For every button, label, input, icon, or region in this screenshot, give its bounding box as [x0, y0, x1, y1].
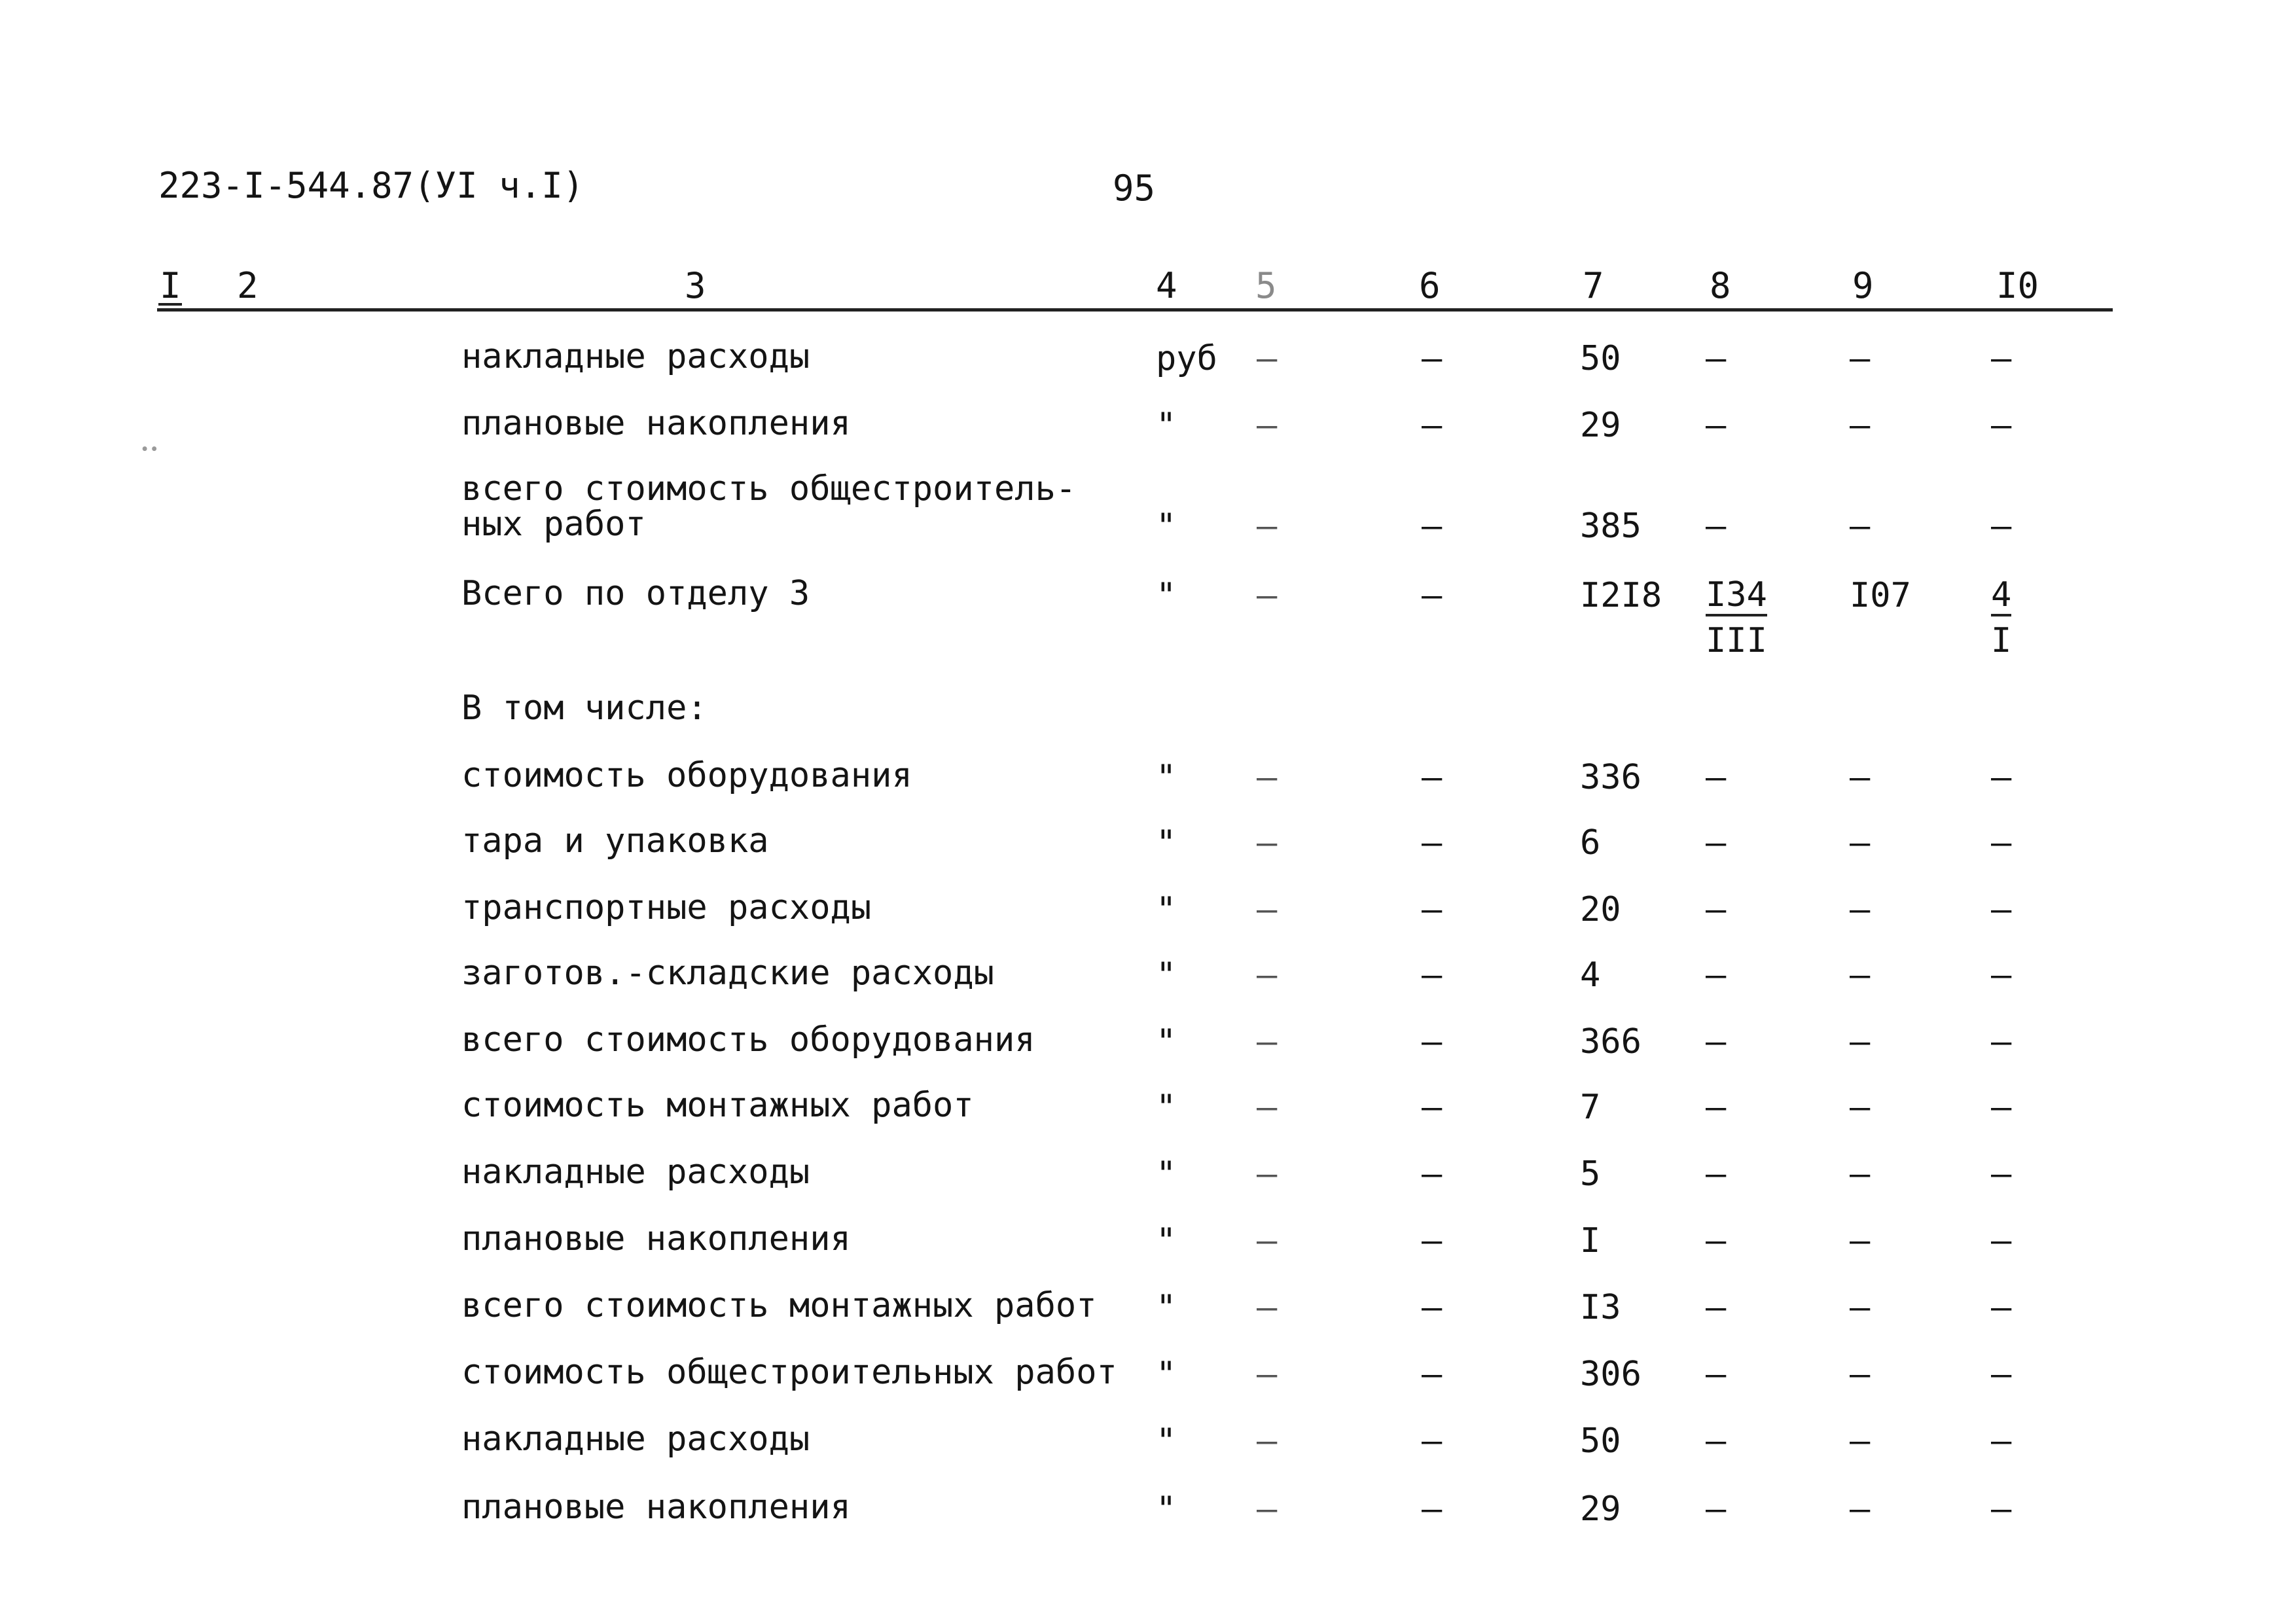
- col9-value: –: [1850, 758, 1871, 797]
- col10-value: –: [1991, 890, 2012, 929]
- col6-dash: –: [1422, 823, 1443, 863]
- col7-value: 20: [1580, 890, 1621, 929]
- col8-value: –: [1706, 1022, 1727, 1061]
- col9-value: –: [1850, 1355, 1871, 1394]
- col7-value: 7: [1580, 1088, 1601, 1127]
- column-header-5: 5: [1255, 265, 1277, 306]
- row-label: плановые накопления: [461, 1488, 851, 1527]
- col8-value: –: [1706, 1288, 1727, 1327]
- col5-dash: –: [1257, 1022, 1278, 1061]
- col8-value: –: [1706, 890, 1727, 929]
- page-number: 95: [1113, 168, 1156, 209]
- col6-dash: –: [1422, 1489, 1443, 1529]
- fraction-numerator: I34: [1706, 576, 1767, 616]
- col9-value: –: [1850, 1489, 1871, 1529]
- col8-value: –: [1706, 339, 1727, 378]
- row-unit: ": [1156, 1154, 1177, 1194]
- col7-value: 50: [1580, 1421, 1621, 1461]
- column-header-6: 6: [1419, 265, 1441, 306]
- col8-value: –: [1706, 1489, 1727, 1529]
- col10-value: –: [1991, 406, 2012, 445]
- col7-value: 5: [1580, 1154, 1601, 1194]
- col6-dash: –: [1422, 758, 1443, 797]
- col6-dash: –: [1422, 1355, 1443, 1394]
- col8-value: –: [1706, 1221, 1727, 1260]
- col5-dash: –: [1257, 1355, 1278, 1394]
- col10-value: –: [1991, 1489, 2012, 1529]
- column-header-2: 2: [237, 265, 259, 306]
- col5-dash: –: [1257, 1288, 1278, 1327]
- col8-value: [1706, 576, 1767, 665]
- column-header-4: 4: [1156, 265, 1177, 306]
- table-row: [0, 1288, 2296, 1353]
- col5-dash: –: [1257, 1221, 1278, 1260]
- col10-value: –: [1991, 758, 2012, 797]
- col8-value: –: [1706, 955, 1727, 995]
- col9-value: –: [1850, 1154, 1871, 1194]
- table-row: [0, 690, 2296, 756]
- col7-value: I: [1580, 1221, 1601, 1260]
- fraction-denominator: III: [1706, 621, 1767, 660]
- row-label: всего стоимость монтажных работ: [461, 1286, 1097, 1325]
- col9-value: –: [1850, 890, 1871, 929]
- column-header-9: 9: [1852, 265, 1874, 306]
- col5-dash: –: [1257, 823, 1278, 863]
- col10-value: –: [1991, 1421, 2012, 1461]
- col8-value: –: [1706, 1154, 1727, 1194]
- row-label: накладные расходы: [461, 1419, 810, 1459]
- col8-value: –: [1706, 1088, 1727, 1127]
- table-row: [0, 1489, 2296, 1555]
- row-unit: ": [1156, 576, 1177, 615]
- col10-value: –: [1991, 1355, 2012, 1394]
- col5-dash: –: [1257, 758, 1278, 797]
- table-row: [0, 1022, 2296, 1088]
- row-label: накладные расходы: [461, 337, 810, 376]
- table-row: [0, 823, 2296, 889]
- row-label: Всего по отделу 3: [461, 574, 810, 613]
- row-unit: ": [1156, 507, 1177, 546]
- table-row: [0, 339, 2296, 404]
- row-label: плановые накопления: [461, 1219, 851, 1258]
- col5-dash: –: [1257, 1421, 1278, 1461]
- col5-dash: –: [1257, 955, 1278, 995]
- col7-value: 336: [1580, 758, 1641, 797]
- table-row: [0, 574, 2296, 660]
- col8-value: –: [1706, 758, 1727, 797]
- col10-value: –: [1991, 1154, 2012, 1194]
- row-label: тара и упаковка: [461, 821, 769, 861]
- col7-value: I2I8: [1580, 576, 1662, 615]
- table-row: [0, 469, 2296, 546]
- col6-dash: –: [1422, 1154, 1443, 1194]
- row-label: транспортные расходы: [461, 888, 872, 927]
- row-label: В том числе:: [461, 688, 708, 728]
- col7-value: 306: [1580, 1355, 1641, 1394]
- row-unit: ": [1156, 1288, 1177, 1327]
- col7-value: 29: [1580, 1489, 1621, 1529]
- col8-value: –: [1706, 507, 1727, 546]
- col6-dash: –: [1422, 507, 1443, 546]
- row-label: всего стоимость общестроитель- ных работ: [461, 469, 1077, 544]
- col9-value: –: [1850, 1088, 1871, 1127]
- col7-value: 50: [1580, 339, 1621, 378]
- col7-value: 385: [1580, 507, 1641, 546]
- row-unit: руб: [1156, 339, 1217, 378]
- col10-value: –: [1991, 823, 2012, 863]
- col5-dash: –: [1257, 1489, 1278, 1529]
- col6-dash: –: [1422, 890, 1443, 929]
- col10-value: [1991, 576, 2011, 665]
- row-unit: ": [1156, 1421, 1177, 1461]
- col5-dash: –: [1257, 890, 1278, 929]
- column-header-3: 3: [685, 265, 706, 306]
- row-unit: ": [1156, 1489, 1177, 1529]
- col9-value: –: [1850, 1288, 1871, 1327]
- col6-dash: –: [1422, 576, 1443, 615]
- row-unit: ": [1156, 758, 1177, 797]
- col5-dash: –: [1257, 406, 1278, 445]
- col10-value: –: [1991, 1221, 2012, 1260]
- col6-dash: –: [1422, 1022, 1443, 1061]
- col10-value: –: [1991, 339, 2012, 378]
- col10-value: –: [1991, 955, 2012, 995]
- row-unit: ": [1156, 406, 1177, 445]
- col10-value: –: [1991, 1022, 2012, 1061]
- column-header-1: I: [160, 265, 181, 306]
- column-header-10: I0: [1996, 265, 2039, 306]
- col6-dash: –: [1422, 955, 1443, 995]
- table-row: [0, 1355, 2296, 1420]
- row-unit: ": [1156, 823, 1177, 863]
- table-row: [0, 890, 2296, 955]
- table-row: [0, 406, 2296, 471]
- row-label: стоимость общестроительных работ: [461, 1353, 1117, 1392]
- col6-dash: –: [1422, 406, 1443, 445]
- col9-value: –: [1850, 955, 1871, 995]
- row-unit: ": [1156, 1088, 1177, 1127]
- col5-dash: –: [1257, 1088, 1278, 1127]
- row-label: плановые накопления: [461, 404, 851, 443]
- table-row: [0, 1221, 2296, 1287]
- col8-value: –: [1706, 1421, 1727, 1461]
- col7-value: 6: [1580, 823, 1601, 863]
- column-header-7: 7: [1583, 265, 1604, 306]
- fraction-numerator: 4: [1991, 576, 2011, 616]
- col6-dash: –: [1422, 1221, 1443, 1260]
- col9-value: –: [1850, 1221, 1871, 1260]
- col9-value: –: [1850, 339, 1871, 378]
- col8-value: –: [1706, 1355, 1727, 1394]
- row-label: накладные расходы: [461, 1152, 810, 1192]
- col5-dash: –: [1257, 576, 1278, 615]
- row-unit: ": [1156, 1221, 1177, 1260]
- col7-value: 4: [1580, 955, 1601, 995]
- col7-value: 29: [1580, 406, 1621, 445]
- row-unit: ": [1156, 1355, 1177, 1394]
- table-row: [0, 1421, 2296, 1487]
- fraction-value: [1991, 576, 2011, 665]
- col8-value: –: [1706, 823, 1727, 863]
- col9-value: –: [1850, 507, 1871, 546]
- col5-dash: –: [1257, 1154, 1278, 1194]
- table-row: [0, 1088, 2296, 1153]
- table-row: [0, 758, 2296, 823]
- col10-value: –: [1991, 507, 2012, 546]
- row-label: заготов.-складские расходы: [461, 954, 994, 993]
- col9-value: I07: [1850, 576, 1911, 615]
- col10-value: –: [1991, 1088, 2012, 1127]
- fraction-denominator: I: [1991, 621, 2012, 660]
- col9-value: –: [1850, 1022, 1871, 1061]
- row-unit: ": [1156, 890, 1177, 929]
- col9-value: –: [1850, 1421, 1871, 1461]
- col6-dash: –: [1422, 1288, 1443, 1327]
- fraction-value: [1706, 576, 1767, 665]
- row-label: всего стоимость оборудования: [461, 1020, 1035, 1060]
- document-code: 223-I-544.87(УI ч.I): [158, 165, 584, 206]
- row-label: стоимость оборудования: [461, 756, 912, 795]
- table-row: [0, 1154, 2296, 1220]
- col7-value: 366: [1580, 1022, 1641, 1061]
- col10-value: –: [1991, 1288, 2012, 1327]
- col5-dash: –: [1257, 339, 1278, 378]
- column-header-8: 8: [1710, 265, 1731, 306]
- col5-dash: –: [1257, 507, 1278, 546]
- col6-dash: –: [1422, 1088, 1443, 1127]
- col9-value: –: [1850, 406, 1871, 445]
- col6-dash: –: [1422, 1421, 1443, 1461]
- col8-value: –: [1706, 406, 1727, 445]
- col7-value: I3: [1580, 1288, 1621, 1327]
- row-label: стоимость монтажных работ: [461, 1086, 974, 1125]
- row-unit: ": [1156, 1022, 1177, 1061]
- col6-dash: –: [1422, 339, 1443, 378]
- row-unit: ": [1156, 955, 1177, 995]
- scan-speck: ∙∙: [140, 440, 159, 458]
- col9-value: –: [1850, 823, 1871, 863]
- table-row: [0, 955, 2296, 1021]
